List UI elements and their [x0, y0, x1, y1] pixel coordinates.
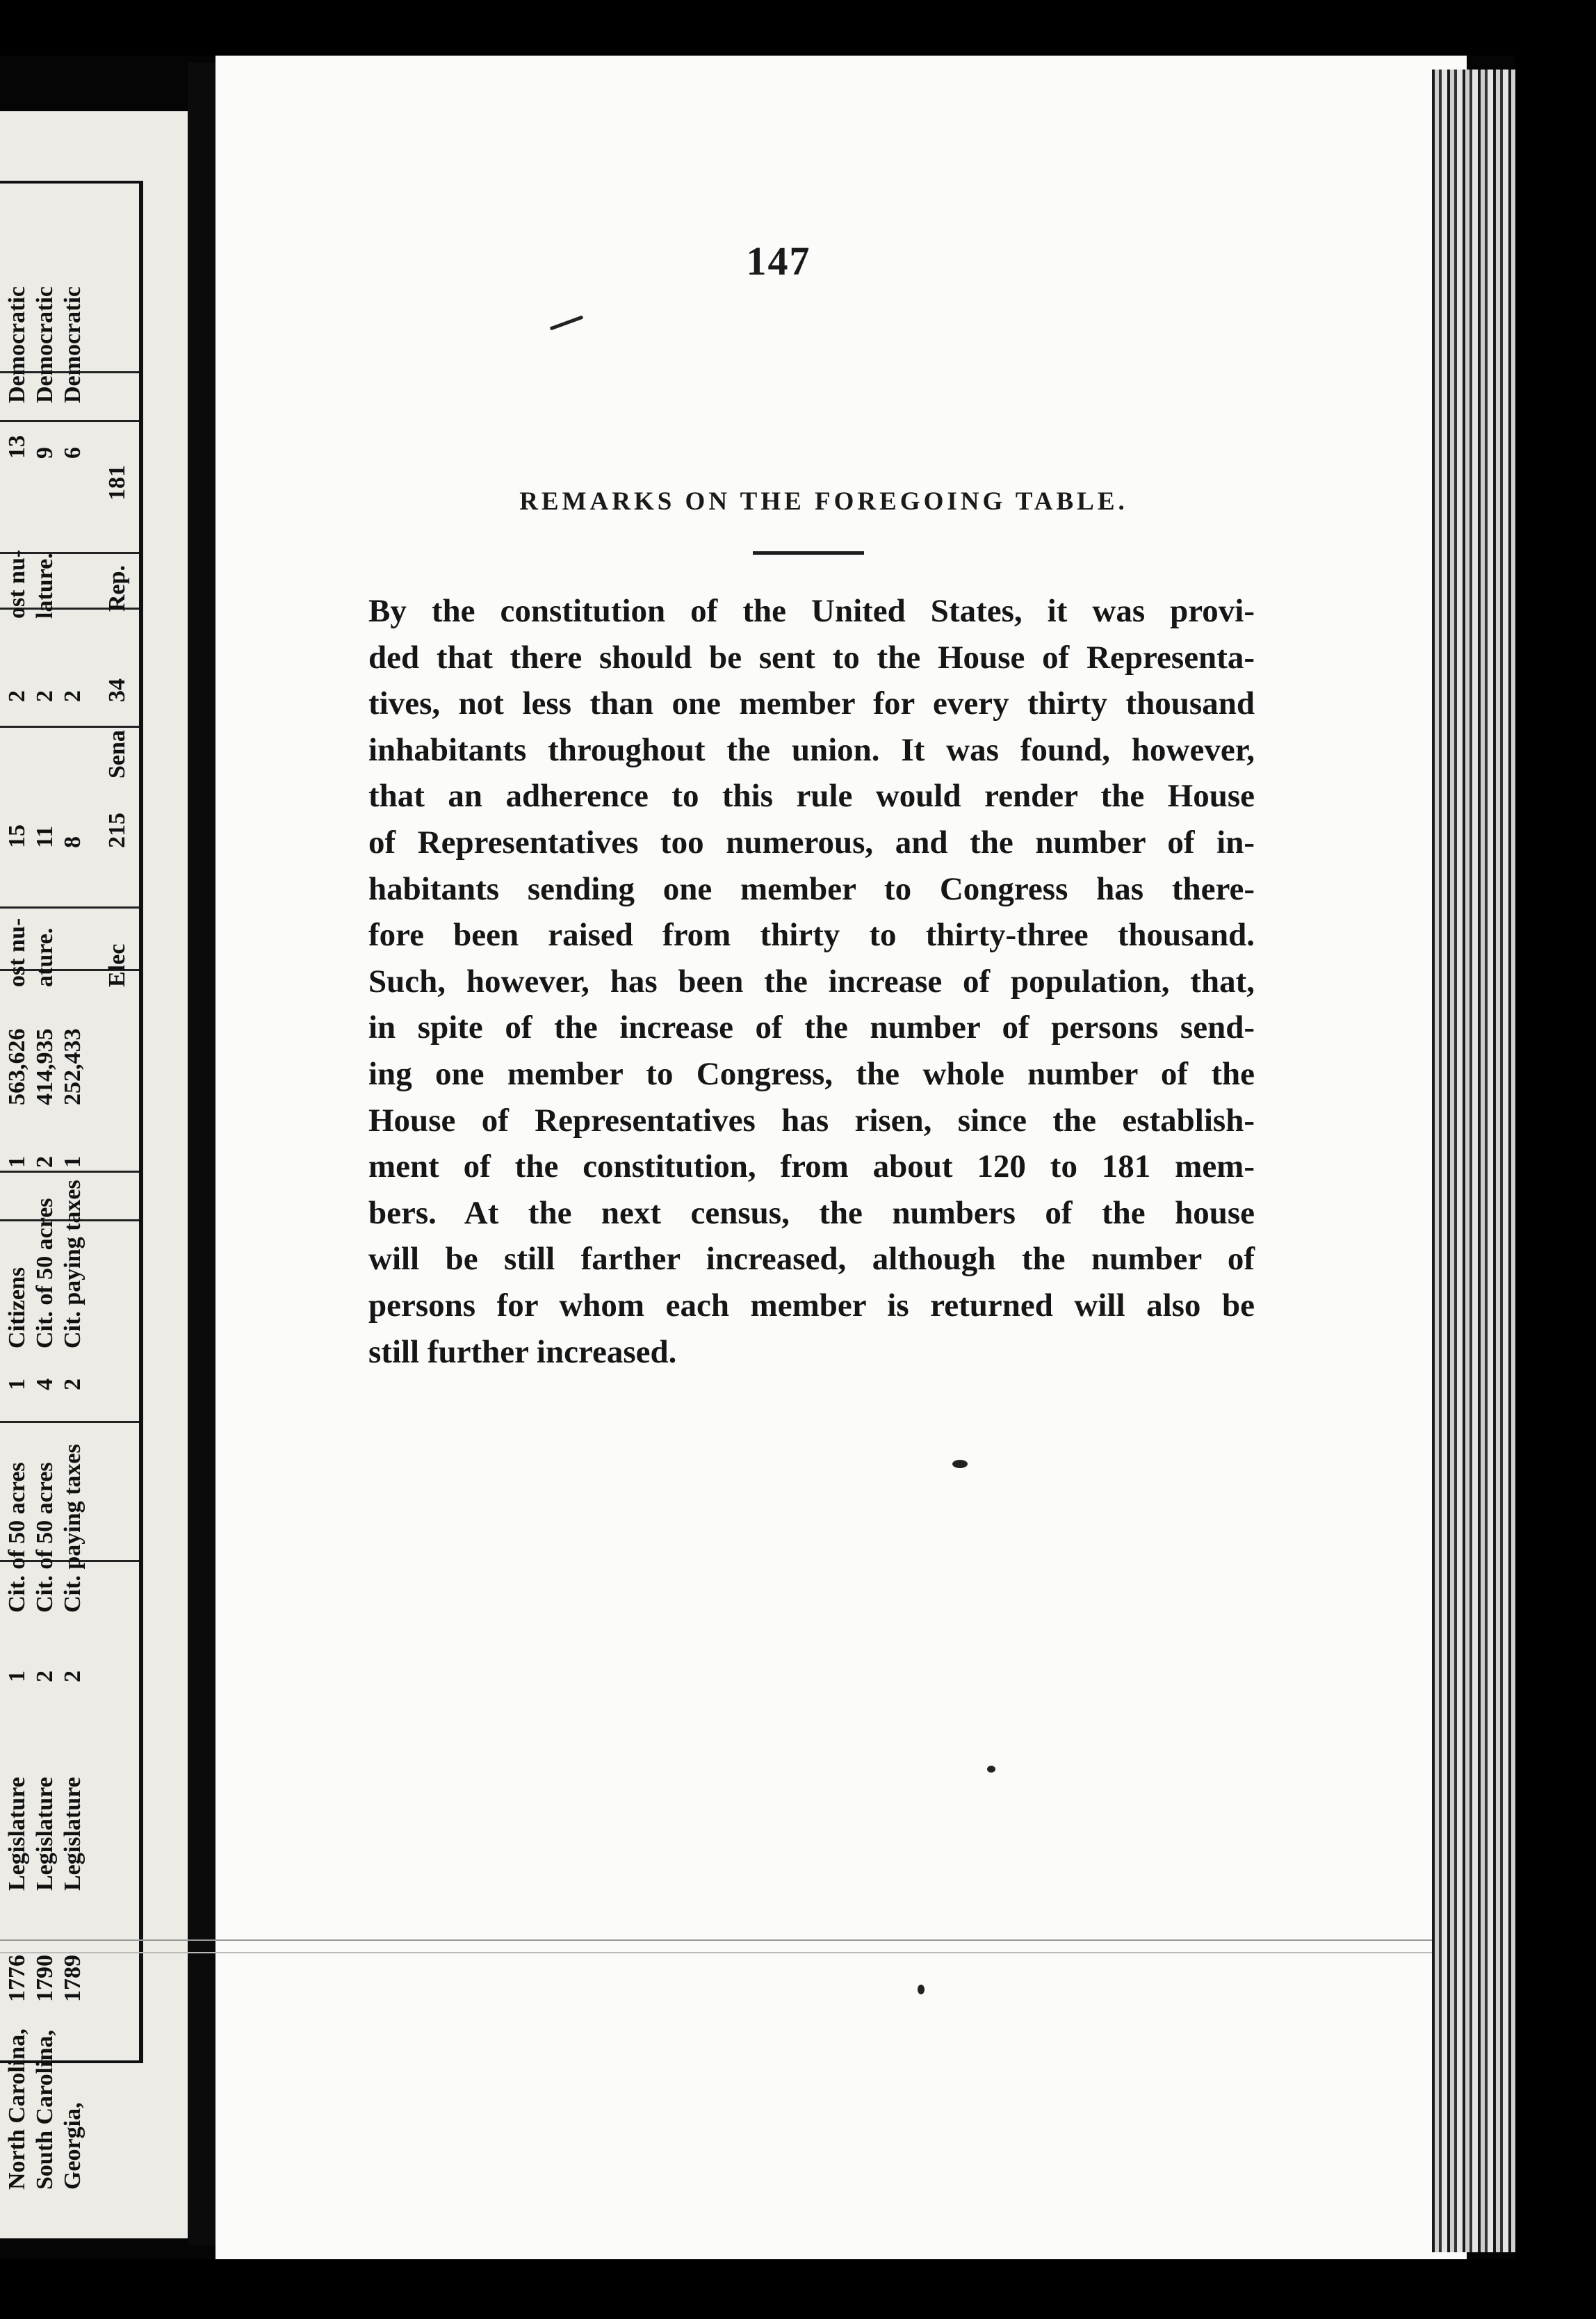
- table-cell-text: 8: [60, 836, 86, 848]
- table-cell-text: ost nu-: [4, 549, 30, 619]
- body-line: in spite of the increase of the number of persons send-: [368, 1009, 1255, 1046]
- table-cell-text: Legislature: [32, 1777, 58, 1891]
- body-line: fore been raised from thirty to thirty-three thousand.: [368, 917, 1255, 954]
- speck: [952, 1460, 968, 1468]
- page-number: 147: [746, 238, 811, 284]
- table-cell-text: Legislature: [4, 1777, 30, 1891]
- speck: [987, 1766, 995, 1773]
- table-cell-text: 2: [32, 690, 58, 702]
- body-line: will be still farther increased, although the number of: [368, 1241, 1255, 1278]
- scan-border-bottom: [0, 2259, 1596, 2319]
- table-cell-text: 1: [4, 1670, 30, 1682]
- table-cell-text: 1776: [4, 1955, 30, 2002]
- body-line: ing one member to Congress, the whole number of the: [368, 1055, 1255, 1092]
- table-cell-text: 2: [60, 690, 86, 702]
- table-rule: [0, 906, 139, 909]
- table-cell-text: 6: [60, 447, 86, 459]
- table-cell-text: 4: [32, 1378, 58, 1390]
- table-cell-text: 1: [60, 1156, 86, 1168]
- table-rule: [0, 1421, 139, 1423]
- table-cell-text: 2: [4, 690, 30, 702]
- table-cell-text: 15: [4, 824, 30, 848]
- table-cell-text: 252,433: [60, 1028, 86, 1105]
- table-cell-text: 1: [4, 1378, 30, 1390]
- table-cell-text: 1790: [32, 1955, 58, 2002]
- table-cell-text: 563,626: [4, 1028, 30, 1105]
- table-cell-text: ost nu-: [4, 918, 30, 987]
- table-cell-text: lature.: [32, 553, 58, 619]
- table-cell-text: Citizens: [4, 1267, 30, 1349]
- body-line: that an adherence to this rule would render the House: [368, 778, 1255, 815]
- body-line: bers. At the next census, the numbers of the house: [368, 1194, 1255, 1231]
- section-heading: REMARKS ON THE FOREGOING TABLE.: [519, 487, 1128, 516]
- body-line: still further increased.: [368, 1333, 677, 1370]
- table-cell-text: Cit. of 50 acres: [4, 1462, 30, 1613]
- table-cell-text: Georgia,: [60, 2102, 86, 2190]
- table-cell-text: Democratic: [32, 286, 58, 403]
- body-line: of Representatives too numerous, and the number of in-: [368, 824, 1255, 861]
- table-rule: [0, 726, 139, 728]
- table-cell-text: 1: [4, 1156, 30, 1168]
- body-line: habitants sending one member to Congress has there-: [368, 870, 1255, 907]
- body-line: ment of the constitution, from about 120 to 181 mem-: [368, 1148, 1255, 1185]
- scan-line: [0, 1939, 1432, 1941]
- body-paragraph: [368, 588, 1255, 1375]
- table-cell-text: Cit. of 50 acres: [32, 1198, 58, 1349]
- body-line: inhabitants throughout the union. It was found, however,: [368, 731, 1255, 768]
- table-cell-text: 1789: [60, 1955, 86, 2002]
- table-cell-text: 2: [32, 1670, 58, 1682]
- table-rule: [0, 1171, 139, 1173]
- table-cell-text: 2: [60, 1670, 86, 1682]
- body-line: House of Representatives has risen, since the establish-: [368, 1102, 1255, 1139]
- table-cell-text: Cit. of 50 acres: [32, 1462, 58, 1613]
- table-cell-text: 9: [32, 447, 58, 459]
- speck: [918, 1985, 925, 1994]
- table-cell-text: 13: [4, 435, 30, 459]
- scan-border-top: [0, 0, 1596, 56]
- table-cell-text: Sena: [104, 730, 130, 779]
- table-rule: [0, 420, 139, 422]
- table-cell-text: Democratic: [60, 286, 86, 403]
- table-cell-text: North Carolina,: [4, 2028, 30, 2190]
- table-cell-text: Elec: [104, 943, 130, 987]
- body-line: ded that there should be sent to the House of Representa-: [368, 639, 1255, 676]
- table-cell-text: Legislature: [60, 1777, 86, 1891]
- table-cell-text: 181: [104, 465, 130, 501]
- page-edges: [1432, 70, 1515, 2252]
- scan-border-right: [1515, 0, 1596, 2319]
- table-cell-text: ature.: [32, 927, 58, 987]
- table-cell-text: 2: [60, 1378, 86, 1390]
- facing-page: [0, 111, 188, 2238]
- table-cell-text: 414,935: [32, 1028, 58, 1105]
- table-cell-text: Cit. paying taxes: [60, 1444, 86, 1613]
- body-line: By the constitution of the United States, it was provi-: [368, 593, 1255, 629]
- scan-line: [0, 1952, 1432, 1953]
- table-cell-text: Cit. paying taxes: [60, 1180, 86, 1349]
- table-cell-text: South Carolina,: [32, 2030, 58, 2190]
- table-cell-text: 215: [104, 813, 130, 848]
- heading-rule: [753, 551, 864, 555]
- book-gutter: [188, 63, 215, 2245]
- table-cell-text: 34: [104, 678, 130, 702]
- table-cell-text: 2: [32, 1156, 58, 1168]
- body-line: Such, however, has been the increase of population, that,: [368, 963, 1255, 1000]
- table-cell-text: 11: [32, 825, 58, 848]
- body-line: tives, not less than one member for every thirty thousand: [368, 685, 1255, 722]
- table-cell-text: Democratic: [4, 286, 30, 403]
- table-cell-text: Rep.: [104, 564, 130, 612]
- body-line: persons for whom each member is returned will also be: [368, 1287, 1255, 1324]
